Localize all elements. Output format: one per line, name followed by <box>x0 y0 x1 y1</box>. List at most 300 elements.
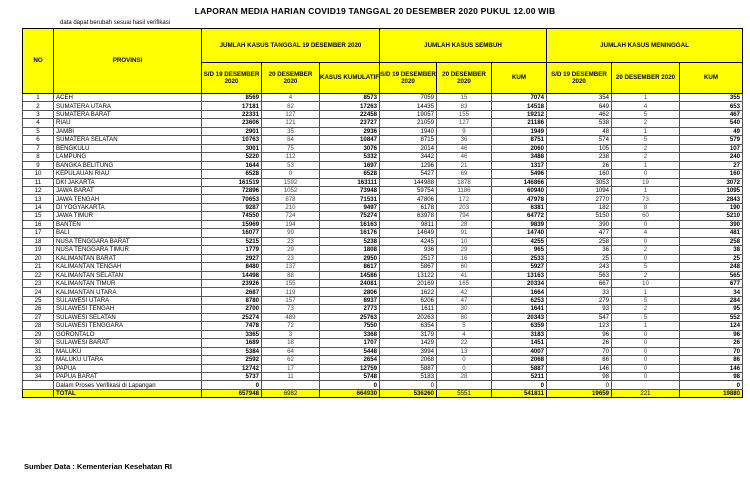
cell-sembuh-new: 1878 <box>437 178 492 186</box>
cell-meninggal-new: 5 <box>612 136 680 144</box>
cell-sembuh-new: 41 <box>437 271 492 279</box>
col-sembuh-sd-header: S/D 19 DESEMBER 2020 <box>380 63 437 94</box>
table-row <box>23 186 743 194</box>
cell-meninggal-sd: 86 <box>547 356 612 364</box>
cell-sembuh-new: 15 <box>437 94 492 102</box>
table-row <box>23 170 743 178</box>
table-row <box>23 381 743 389</box>
cell-sembuh-new: 10 <box>437 237 492 245</box>
cell-kasus-kum: 3368 <box>320 330 380 338</box>
cell-kasus-new: 11 <box>262 372 320 380</box>
cell-meninggal-sd: 146 <box>547 364 612 372</box>
cell-sembuh-sd: 20169 <box>380 279 437 287</box>
cell-meninggal-sd: 26 <box>547 339 612 347</box>
cell-meninggal-new: 73 <box>612 195 680 203</box>
cell-sembuh-kum: 541811 <box>492 389 547 397</box>
cell-meninggal-sd: 477 <box>547 229 612 237</box>
cell-meninggal-sd: 538 <box>547 119 612 127</box>
cell-kasus-sd: 72896 <box>202 186 262 194</box>
cell-meninggal-new: 10 <box>612 279 680 287</box>
cell-kasus-sd: 5215 <box>202 237 262 245</box>
cell-kasus-kum: 2806 <box>320 288 380 296</box>
cell-no: 31 <box>23 347 54 355</box>
cell-sembuh-sd: 63978 <box>380 212 437 220</box>
cell-provinsi: MALUKU UTARA <box>54 356 202 364</box>
cell-meninggal-new: 0 <box>612 364 680 372</box>
cell-sembuh-sd: 14435 <box>380 102 437 110</box>
cell-sembuh-kum: 20334 <box>492 279 547 287</box>
cell-no: 34 <box>23 372 54 380</box>
cell-no: 14 <box>23 203 54 211</box>
cell-provinsi: SULAWESI UTARA <box>54 296 202 304</box>
table-row <box>23 356 743 364</box>
cell-no: 1 <box>23 94 54 102</box>
cell-kasus-kum: 8573 <box>320 94 380 102</box>
cell-kasus-new: 210 <box>262 203 320 211</box>
cell-sembuh-sd: 13122 <box>380 271 437 279</box>
table-row <box>23 322 743 330</box>
cell-meninggal-kum: 146 <box>680 364 743 372</box>
cell-meninggal-kum: 2843 <box>680 195 743 203</box>
cell-sembuh-new: 1186 <box>437 186 492 194</box>
cell-meninggal-kum: 38 <box>680 246 743 254</box>
cell-meninggal-kum: 86 <box>680 356 743 364</box>
table-row <box>23 178 743 186</box>
cell-meninggal-kum: 565 <box>680 271 743 279</box>
cell-no: 3 <box>23 110 54 118</box>
cell-kasus-sd: 74550 <box>202 212 262 220</box>
table-row <box>23 153 743 161</box>
cell-kasus-sd: 2687 <box>202 288 262 296</box>
cell-kasus-new: 1592 <box>262 178 320 186</box>
cell-sembuh-sd: 7059 <box>380 94 437 102</box>
cell-sembuh-new: 0 <box>437 364 492 372</box>
cell-sembuh-kum: 146866 <box>492 178 547 186</box>
cell-sembuh-kum: 2060 <box>492 144 547 152</box>
table-row <box>23 305 743 313</box>
cell-sembuh-sd: 9811 <box>380 220 437 228</box>
cell-kasus-kum: 22458 <box>320 110 380 118</box>
data-source: Sumber Data : Kementerian Kesehatan RI <box>24 462 172 471</box>
cell-meninggal-sd: 33 <box>547 288 612 296</box>
cell-kasus-kum: 664930 <box>320 389 380 397</box>
cell-kasus-sd: 3001 <box>202 144 262 152</box>
cell-sembuh-kum: 1664 <box>492 288 547 296</box>
cell-sembuh-new: 165 <box>437 279 492 287</box>
cell-meninggal-kum: 25 <box>680 254 743 262</box>
cell-no: 21 <box>23 263 54 271</box>
cell-provinsi: MALUKU <box>54 347 202 355</box>
cell-kasus-sd: 8569 <box>202 94 262 102</box>
cell-meninggal-new: 2 <box>612 271 680 279</box>
cell-sembuh-new: 46 <box>437 144 492 152</box>
cell-meninggal-new: 2 <box>612 144 680 152</box>
cell-no: 8 <box>23 153 54 161</box>
cell-provinsi: JAWA TIMUR <box>54 212 202 220</box>
cell-meninggal-new: 2 <box>612 119 680 127</box>
table-row <box>23 203 743 211</box>
cell-sembuh-sd: 1296 <box>380 161 437 169</box>
cell-provinsi: LAMPUNG <box>54 153 202 161</box>
cell-meninggal-new: 8 <box>612 203 680 211</box>
cell-meninggal-sd: 96 <box>547 330 612 338</box>
cell-meninggal-kum: 355 <box>680 94 743 102</box>
cell-provinsi: JAMBI <box>54 127 202 135</box>
cell-kasus-kum: 2936 <box>320 127 380 135</box>
cell-meninggal-sd: 48 <box>547 127 612 135</box>
cell-provinsi: SUMATERA UTARA <box>54 102 202 110</box>
cell-meninggal-kum: 258 <box>680 237 743 245</box>
cell-sembuh-kum: 1949 <box>492 127 547 135</box>
cell-kasus-new: 35 <box>262 127 320 135</box>
cell-provinsi: DI YOGYAKARTA <box>54 203 202 211</box>
cell-kasus-kum: 2654 <box>320 356 380 364</box>
cell-sembuh-new: 203 <box>437 203 492 211</box>
cell-meninggal-new: 1 <box>612 94 680 102</box>
cell-sembuh-sd: 20263 <box>380 313 437 321</box>
cell-meninggal-sd: 390 <box>547 220 612 228</box>
cell-sembuh-new: 83 <box>437 102 492 110</box>
cell-kasus-sd: 8480 <box>202 263 262 271</box>
cell-sembuh-kum: 14740 <box>492 229 547 237</box>
cell-sembuh-new: 5551 <box>437 389 492 397</box>
cell-sembuh-sd: 1940 <box>380 127 437 135</box>
cell-meninggal-sd: 354 <box>547 94 612 102</box>
table-row <box>23 127 743 135</box>
table-row <box>23 220 743 228</box>
cell-kasus-new: 75 <box>262 144 320 152</box>
cell-provinsi: NUSA TENGGARA BARAT <box>54 237 202 245</box>
cell-provinsi: JAWA TENGAH <box>54 195 202 203</box>
cell-meninggal-kum: 467 <box>680 110 743 118</box>
cell-kasus-new: 82 <box>262 102 320 110</box>
cell-kasus-kum: 23727 <box>320 119 380 127</box>
cell-kasus-new: 99 <box>262 229 320 237</box>
cell-meninggal-kum: 540 <box>680 119 743 127</box>
table-row <box>23 313 743 321</box>
cell-kasus-sd: 2927 <box>202 254 262 262</box>
cell-kasus-sd: 1779 <box>202 246 262 254</box>
cell-meninggal-new: 0 <box>612 330 680 338</box>
cell-sembuh-sd: 1429 <box>380 339 437 347</box>
cell-meninggal-new: 4 <box>612 102 680 110</box>
cell-meninggal-sd: 238 <box>547 153 612 161</box>
table-row <box>23 229 743 237</box>
cell-sembuh-kum: 2533 <box>492 254 547 262</box>
cell-no: 6 <box>23 136 54 144</box>
cell-meninggal-kum: 653 <box>680 102 743 110</box>
cell-meninggal-new: 0 <box>612 170 680 178</box>
table-row <box>23 347 743 355</box>
cell-sembuh-kum: 20343 <box>492 313 547 321</box>
cell-sembuh-new: 80 <box>437 313 492 321</box>
col-no-header: NO <box>23 29 54 94</box>
cell-sembuh-new: 4 <box>437 330 492 338</box>
cell-provinsi: SULAWESI TENGGARA <box>54 322 202 330</box>
total-row <box>23 389 743 397</box>
cell-provinsi: SUMATERA SELATAN <box>54 136 202 144</box>
cell-kasus-new: 119 <box>262 288 320 296</box>
cell-meninggal-kum: 390 <box>680 220 743 228</box>
cell-meninggal-kum: 190 <box>680 203 743 211</box>
cell-no: 25 <box>23 296 54 304</box>
cell-sembuh-new: 29 <box>437 246 492 254</box>
cell-no: 17 <box>23 229 54 237</box>
cell-sembuh-sd: 21059 <box>380 119 437 127</box>
cell-meninggal-kum: 552 <box>680 313 743 321</box>
table-row <box>23 271 743 279</box>
cell-meninggal-kum: 1095 <box>680 186 743 194</box>
cell-meninggal-new: 0 <box>612 372 680 380</box>
cell-meninggal-new: 2 <box>612 305 680 313</box>
cell-kasus-sd: 2592 <box>202 356 262 364</box>
cell-sembuh-sd: 1622 <box>380 288 437 296</box>
cell-kasus-sd: 8780 <box>202 296 262 304</box>
cell-kasus-kum: 1697 <box>320 161 380 169</box>
cell-provinsi: DKI JAKARTA <box>54 178 202 186</box>
table-row <box>23 279 743 287</box>
table-row <box>23 296 743 304</box>
cell-sembuh-new: 36 <box>437 136 492 144</box>
cell-kasus-new: 62 <box>262 356 320 364</box>
cell-kasus-kum: 0 <box>320 381 380 389</box>
cell-kasus-new: 64 <box>262 347 320 355</box>
cell-kasus-new: 88 <box>262 271 320 279</box>
cell-sembuh-sd: 59754 <box>380 186 437 194</box>
cell-provinsi: TOTAL <box>54 389 202 397</box>
cell-no: 22 <box>23 271 54 279</box>
cell-provinsi: GORONTALO <box>54 330 202 338</box>
table-row <box>23 144 743 152</box>
cell-sembuh-sd: 47806 <box>380 195 437 203</box>
cell-kasus-new: 0 <box>262 170 320 178</box>
cell-meninggal-new: 4 <box>612 229 680 237</box>
cell-kasus-kum: 17263 <box>320 102 380 110</box>
cell-sembuh-kum: 3488 <box>492 153 547 161</box>
cell-meninggal-sd: 3053 <box>547 178 612 186</box>
cell-kasus-kum: 1808 <box>320 246 380 254</box>
cell-kasus-sd: 17181 <box>202 102 262 110</box>
col-kasus-new-header: 20 DESEMBER 2020 <box>262 63 320 94</box>
cell-kasus-sd: 1644 <box>202 161 262 169</box>
cell-kasus-new: 1052 <box>262 186 320 194</box>
col-kasus-kum-header: KASUS KUMULATIF <box>320 63 380 94</box>
cell-meninggal-sd: 98 <box>547 372 612 380</box>
table-row <box>23 246 743 254</box>
cell-sembuh-new: 69 <box>437 170 492 178</box>
cell-no: 10 <box>23 170 54 178</box>
cell-sembuh-sd: 5183 <box>380 372 437 380</box>
cell-kasus-sd: 7478 <box>202 322 262 330</box>
cell-meninggal-new: 5 <box>612 296 680 304</box>
cell-meninggal-sd: 563 <box>547 271 612 279</box>
cell-kasus-sd: 15969 <box>202 220 262 228</box>
cell-sembuh-sd: 936 <box>380 246 437 254</box>
cell-meninggal-new: 1 <box>612 161 680 169</box>
table-row <box>23 288 743 296</box>
cell-sembuh-kum: 21186 <box>492 119 547 127</box>
report-title: LAPORAN MEDIA HARIAN COVID19 TANGGAL 20 DESEMBER 2020 PUKUL 12.00 WIB <box>194 6 556 16</box>
cell-sembuh-kum: 4255 <box>492 237 547 245</box>
cell-meninggal-new: 5 <box>612 263 680 271</box>
cell-sembuh-kum: 1451 <box>492 339 547 347</box>
cell-kasus-new: 121 <box>262 119 320 127</box>
cell-meninggal-sd: 2770 <box>547 195 612 203</box>
cell-kasus-new: 6982 <box>262 389 320 397</box>
cell-kasus-kum: 2773 <box>320 305 380 313</box>
cell-meninggal-new: 60 <box>612 212 680 220</box>
cell-no: 24 <box>23 288 54 296</box>
cell-meninggal-sd: 26 <box>547 161 612 169</box>
table-row <box>23 94 743 102</box>
cell-kasus-sd: 16077 <box>202 229 262 237</box>
cell-meninggal-new: 2 <box>612 153 680 161</box>
cell-sembuh-kum: 5927 <box>492 263 547 271</box>
cell-sembuh-sd: 2068 <box>380 356 437 364</box>
cell-meninggal-sd: 105 <box>547 144 612 152</box>
cell-no: 12 <box>23 186 54 194</box>
cell-kasus-new: 18 <box>262 339 320 347</box>
cell-provinsi: KALIMANTAN BARAT <box>54 254 202 262</box>
col-meninggal-kum-header: KUM <box>680 63 743 94</box>
cell-sembuh-new: 13 <box>437 347 492 355</box>
cell-meninggal-sd: 1094 <box>547 186 612 194</box>
cell-meninggal-new: 5 <box>612 313 680 321</box>
covid-table <box>22 28 743 398</box>
cell-no: 33 <box>23 364 54 372</box>
cell-meninggal-kum: 240 <box>680 153 743 161</box>
cell-sembuh-kum: 2068 <box>492 356 547 364</box>
cell-meninggal-kum: 49 <box>680 127 743 135</box>
cell-no: 27 <box>23 313 54 321</box>
cell-kasus-kum: 25763 <box>320 313 380 321</box>
table-row <box>23 110 743 118</box>
cell-meninggal-kum: 5210 <box>680 212 743 220</box>
cell-meninggal-new: 5 <box>612 110 680 118</box>
cell-kasus-new: 155 <box>262 279 320 287</box>
cell-kasus-kum: 5748 <box>320 372 380 380</box>
cell-kasus-kum: 6528 <box>320 170 380 178</box>
cell-kasus-kum: 9497 <box>320 203 380 211</box>
cell-meninggal-kum: 248 <box>680 263 743 271</box>
cell-sembuh-new: 28 <box>437 220 492 228</box>
cell-meninggal-sd: 19659 <box>547 389 612 397</box>
cell-kasus-sd: 3365 <box>202 330 262 338</box>
cell-meninggal-kum: 96 <box>680 330 743 338</box>
cell-meninggal-kum: 70 <box>680 347 743 355</box>
cell-provinsi: KALIMANTAN TIMUR <box>54 279 202 287</box>
cell-kasus-new: 53 <box>262 161 320 169</box>
verification-note: data dapat berubah sesuai hasil verifikasi <box>60 20 171 26</box>
cell-kasus-kum: 10847 <box>320 136 380 144</box>
cell-kasus-new: 23 <box>262 254 320 262</box>
cell-provinsi: NUSA TENGGARA TIMUR <box>54 246 202 254</box>
cell-kasus-kum: 8617 <box>320 263 380 271</box>
cell-meninggal-sd: 667 <box>547 279 612 287</box>
cell-kasus-new: 23 <box>262 237 320 245</box>
cell-no: 26 <box>23 305 54 313</box>
cell-kasus-sd: 5384 <box>202 347 262 355</box>
cell-no: 13 <box>23 195 54 203</box>
cell-sembuh-kum: 47978 <box>492 195 547 203</box>
cell-sembuh-sd: 5427 <box>380 170 437 178</box>
cell-no <box>23 381 54 389</box>
cell-kasus-new: 489 <box>262 313 320 321</box>
cell-no <box>23 389 54 397</box>
cell-sembuh-sd: 0 <box>380 381 437 389</box>
cell-meninggal-sd: 649 <box>547 102 612 110</box>
cell-provinsi: BANGKA BELITUNG <box>54 161 202 169</box>
cell-sembuh-new: 0 <box>437 356 492 364</box>
cell-sembuh-kum: 5496 <box>492 170 547 178</box>
cell-kasus-kum: 2950 <box>320 254 380 262</box>
cell-provinsi: SUMATERA BARAT <box>54 110 202 118</box>
cell-sembuh-kum: 0 <box>492 381 547 389</box>
cell-provinsi: ACEH <box>54 94 202 102</box>
cell-meninggal-kum: 284 <box>680 296 743 304</box>
cell-kasus-sd: 70653 <box>202 195 262 203</box>
table-row <box>23 254 743 262</box>
table-row <box>23 372 743 380</box>
cell-sembuh-new: 47 <box>437 296 492 304</box>
cell-sembuh-new: 60 <box>437 263 492 271</box>
col-kasus-sd-header: S/D 19 DESEMBER 2020 <box>202 63 262 94</box>
cell-provinsi: KALIMANTAN TENGAH <box>54 263 202 271</box>
cell-sembuh-new: 5 <box>437 322 492 330</box>
cell-sembuh-kum: 9839 <box>492 220 547 228</box>
cell-sembuh-new <box>437 381 492 389</box>
cell-kasus-sd: 23926 <box>202 279 262 287</box>
cell-meninggal-sd: 5150 <box>547 212 612 220</box>
cell-no: 28 <box>23 322 54 330</box>
cell-kasus-new: 724 <box>262 212 320 220</box>
cell-kasus-sd: 25274 <box>202 313 262 321</box>
cell-kasus-sd: 22331 <box>202 110 262 118</box>
cell-provinsi: KALIMANTAN SELATAN <box>54 271 202 279</box>
cell-kasus-sd: 14498 <box>202 271 262 279</box>
cell-sembuh-new: 91 <box>437 229 492 237</box>
table-row <box>23 339 743 347</box>
cell-kasus-kum: 75274 <box>320 212 380 220</box>
cell-sembuh-sd: 19057 <box>380 110 437 118</box>
cell-sembuh-kum: 19212 <box>492 110 547 118</box>
cell-provinsi: SULAWESI TENGAH <box>54 305 202 313</box>
cell-sembuh-new: 794 <box>437 212 492 220</box>
cell-sembuh-sd: 3994 <box>380 347 437 355</box>
cell-kasus-kum: 3076 <box>320 144 380 152</box>
cell-no: 16 <box>23 220 54 228</box>
cell-kasus-new: 4 <box>262 94 320 102</box>
cell-meninggal-kum: 160 <box>680 170 743 178</box>
cell-meninggal-kum: 124 <box>680 322 743 330</box>
cell-no: 32 <box>23 356 54 364</box>
cell-provinsi: Dalam Proses Verifikasi di Lapangan <box>54 381 202 389</box>
cell-sembuh-kum: 5887 <box>492 364 547 372</box>
cell-sembuh-sd: 14649 <box>380 229 437 237</box>
cell-meninggal-new: 0 <box>612 254 680 262</box>
cell-meninggal-new: 0 <box>612 220 680 228</box>
cell-sembuh-kum: 6253 <box>492 296 547 304</box>
cell-kasus-sd: 1689 <box>202 339 262 347</box>
table-row <box>23 102 743 110</box>
cell-meninggal-sd: 547 <box>547 313 612 321</box>
cell-meninggal-sd: 574 <box>547 136 612 144</box>
cell-sembuh-sd: 6206 <box>380 296 437 304</box>
cell-sembuh-sd: 5867 <box>380 263 437 271</box>
table-row <box>23 212 743 220</box>
cell-kasus-new: 157 <box>262 296 320 304</box>
cell-no: 20 <box>23 254 54 262</box>
